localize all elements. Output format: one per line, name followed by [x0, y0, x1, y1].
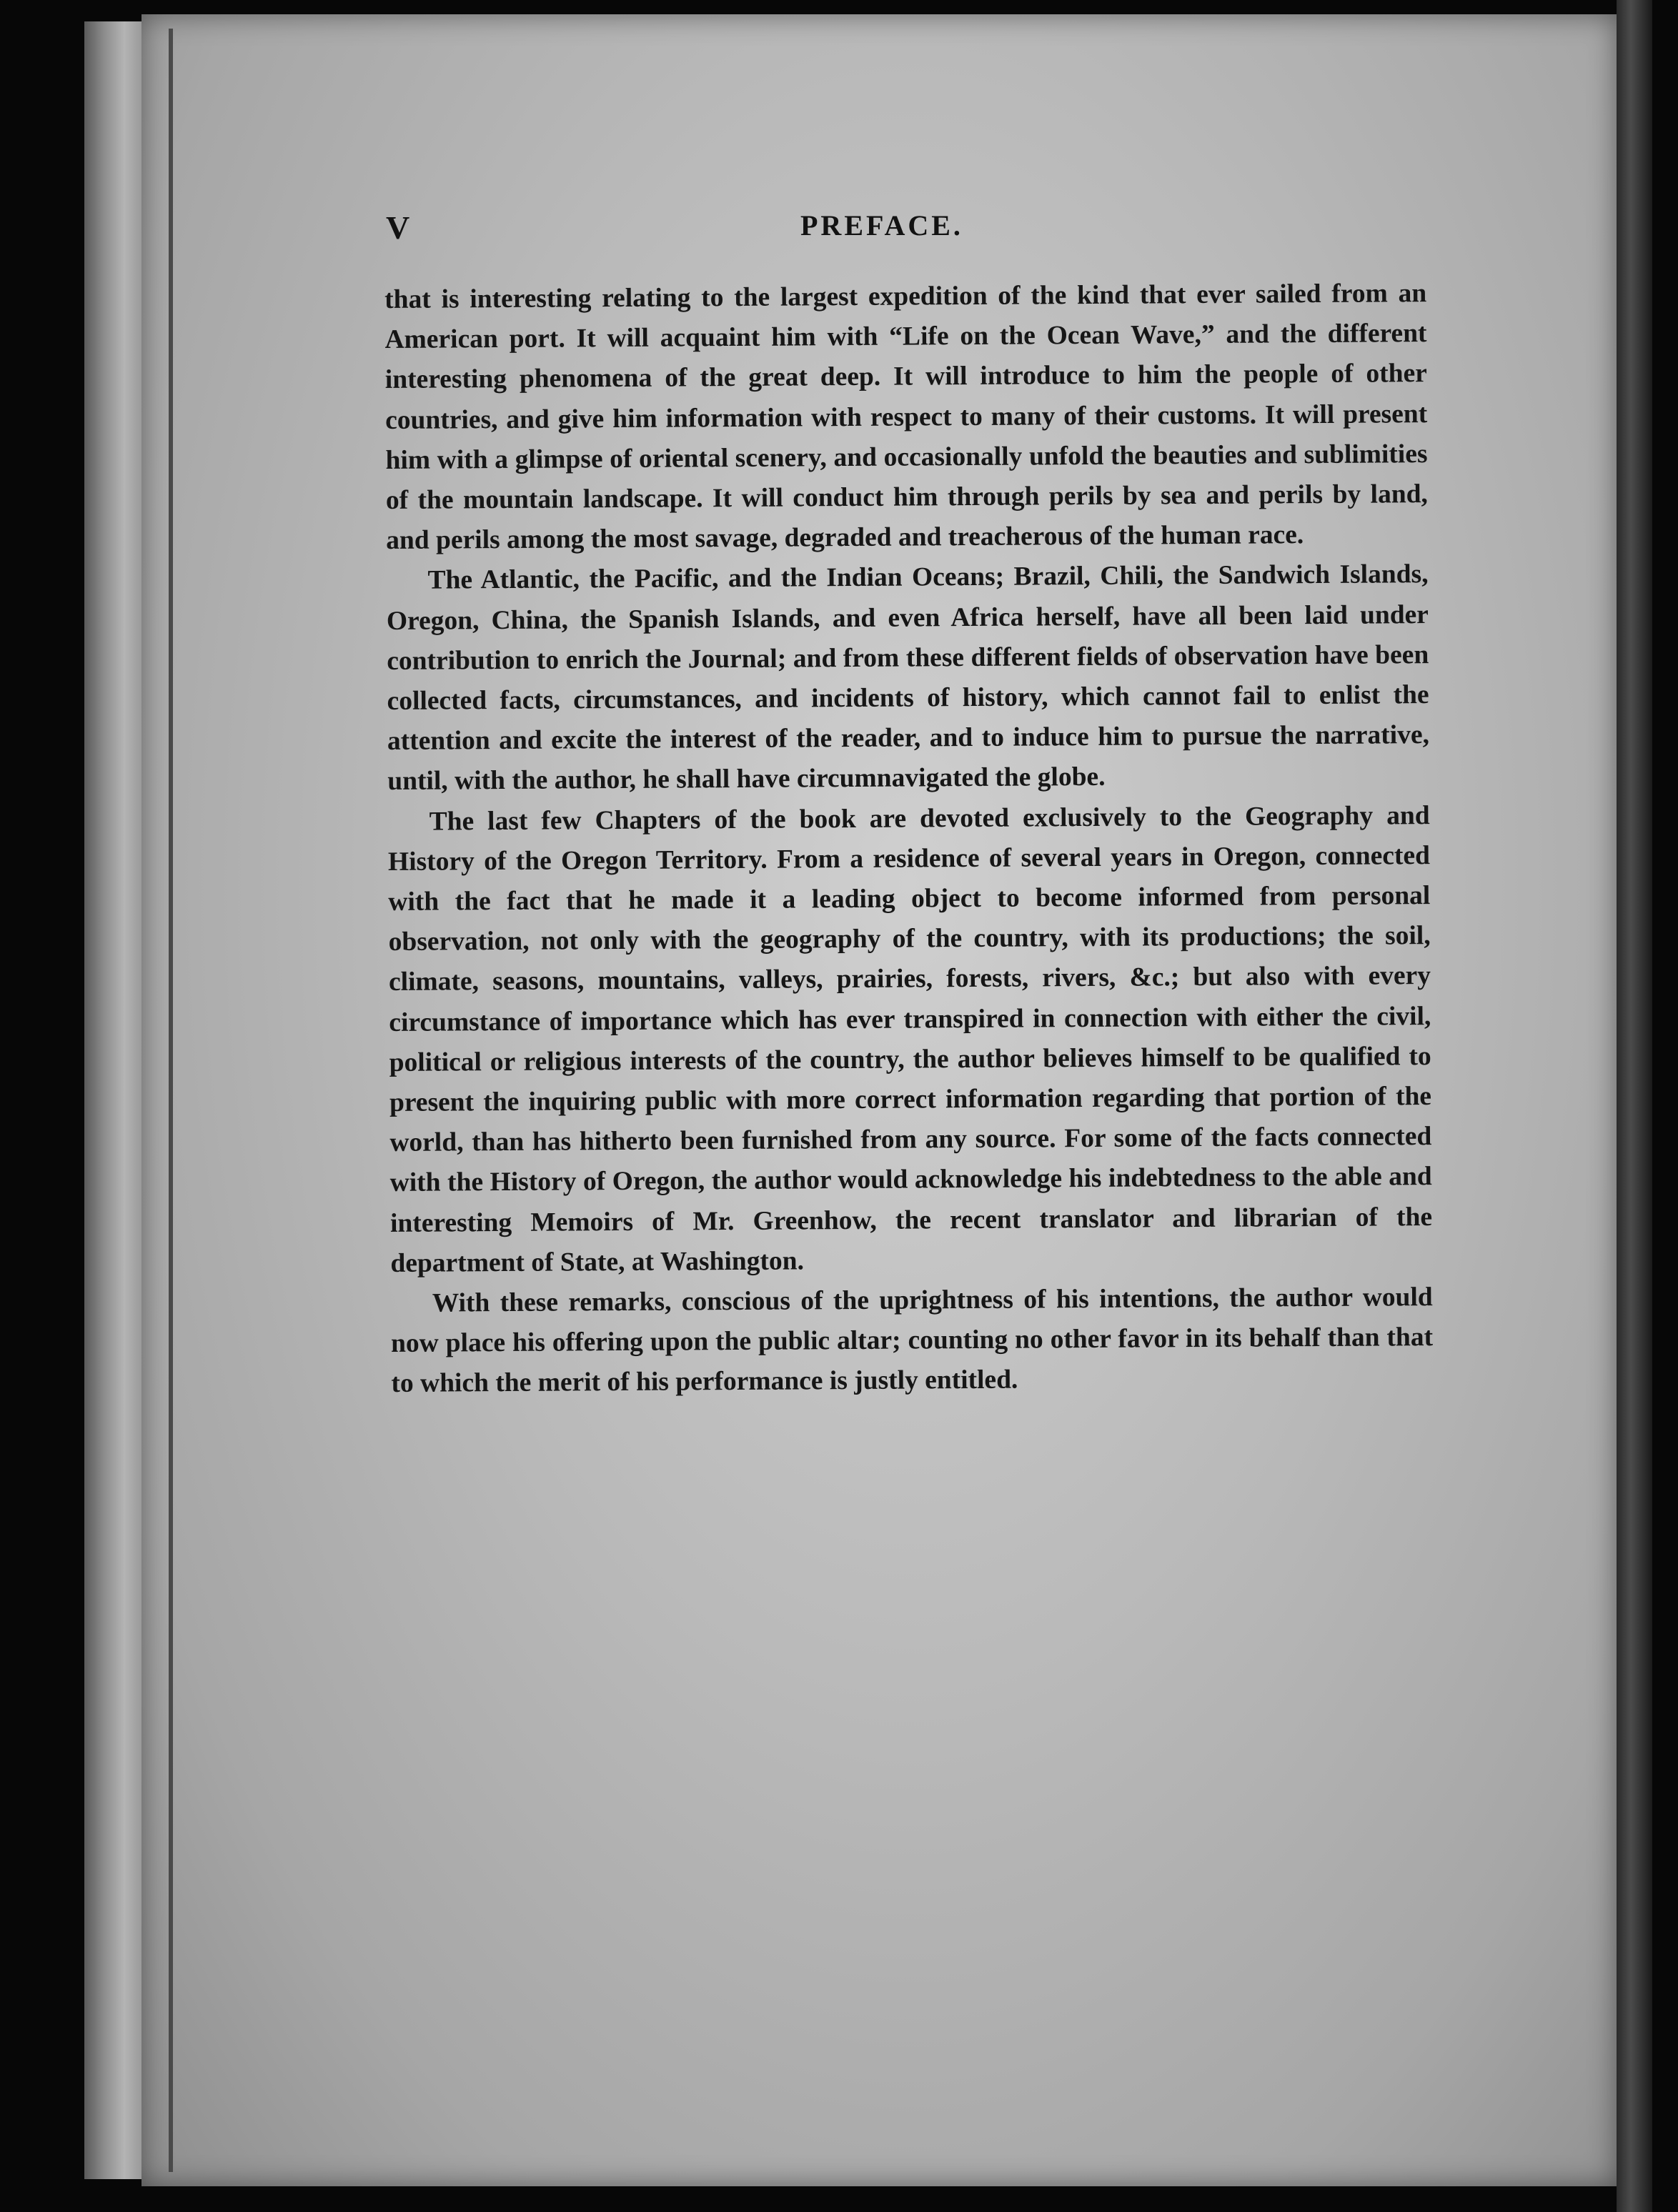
page-number: V [386, 209, 410, 246]
page-right-edge [1617, 0, 1652, 2212]
preface-body [384, 274, 1434, 1405]
paragraph: With these remarks, conscious of the uprightness of his intentions, the author would now place his offering upon the public altar; counting no other favor in its behalf than that to which the merit of his performance is justly entitled. [390, 1282, 1434, 1399]
paragraph: that is interesting relating to the largest expedition of the kind that ever sailed from an American port. It will acquaint him with “Life on the Ocean Wave,” and the different interesting phenomena of the great deep. It will introduce to him the people of other countries, and give him information with respect to many of their customs. It will present him with a glimpse of oriental scenery, and occasionally unfold the beauties and sublimities of the mountain landscape. It will conduct him through perils by sea and perils by land, and perils among the most savage, degraded and treacherous of the human race. [384, 279, 1428, 556]
paragraph: The last few Chapters of the book are devoted exclusively to the Geography and History of the Oregon Territory. From a residence of several years in Oregon, connected with the fact that he made it a leading object to become informed from personal observation, not only with the geography of the country, with its productions; the soil, climate, seasons, mountains, valleys, prairies, forests, rivers, &c.; but also with every circumstance of importance which has ever transpired in connection with either the civil, political or religious interests of the country, the author believes himself to be qualified to present the inquiring public with more correct information regarding that portion of the world, than has hitherto been furnished from any source. For some of the facts connected with the History of Oregon, the author would acknowledge his indebtedness to the able and interesting Memoirs of Mr. Greenhow, the recent translator and librarian of the department of State, at Washington. [387, 800, 1433, 1278]
page-left-edge [84, 21, 142, 2179]
running-head [386, 209, 1422, 259]
paragraph: The Atlantic, the Pacific, and the Indian Oceans; Brazil, Chili, the Sandwich Islands, Oregon, China, the Spanish Islands, and even Africa herself, have all been laid under contribution to enrich the Journal; and from these different fields of observation have been collected facts, circumstances, and incidents of history, which cannot fail to enlist the attention and excite the interest of the reader, and to induce him to pursue the narrative, until, with the author, he shall have circumnavigated the globe. [386, 559, 1430, 797]
running-head-title: PREFACE. [800, 209, 963, 241]
page-fold-line [169, 29, 173, 2172]
